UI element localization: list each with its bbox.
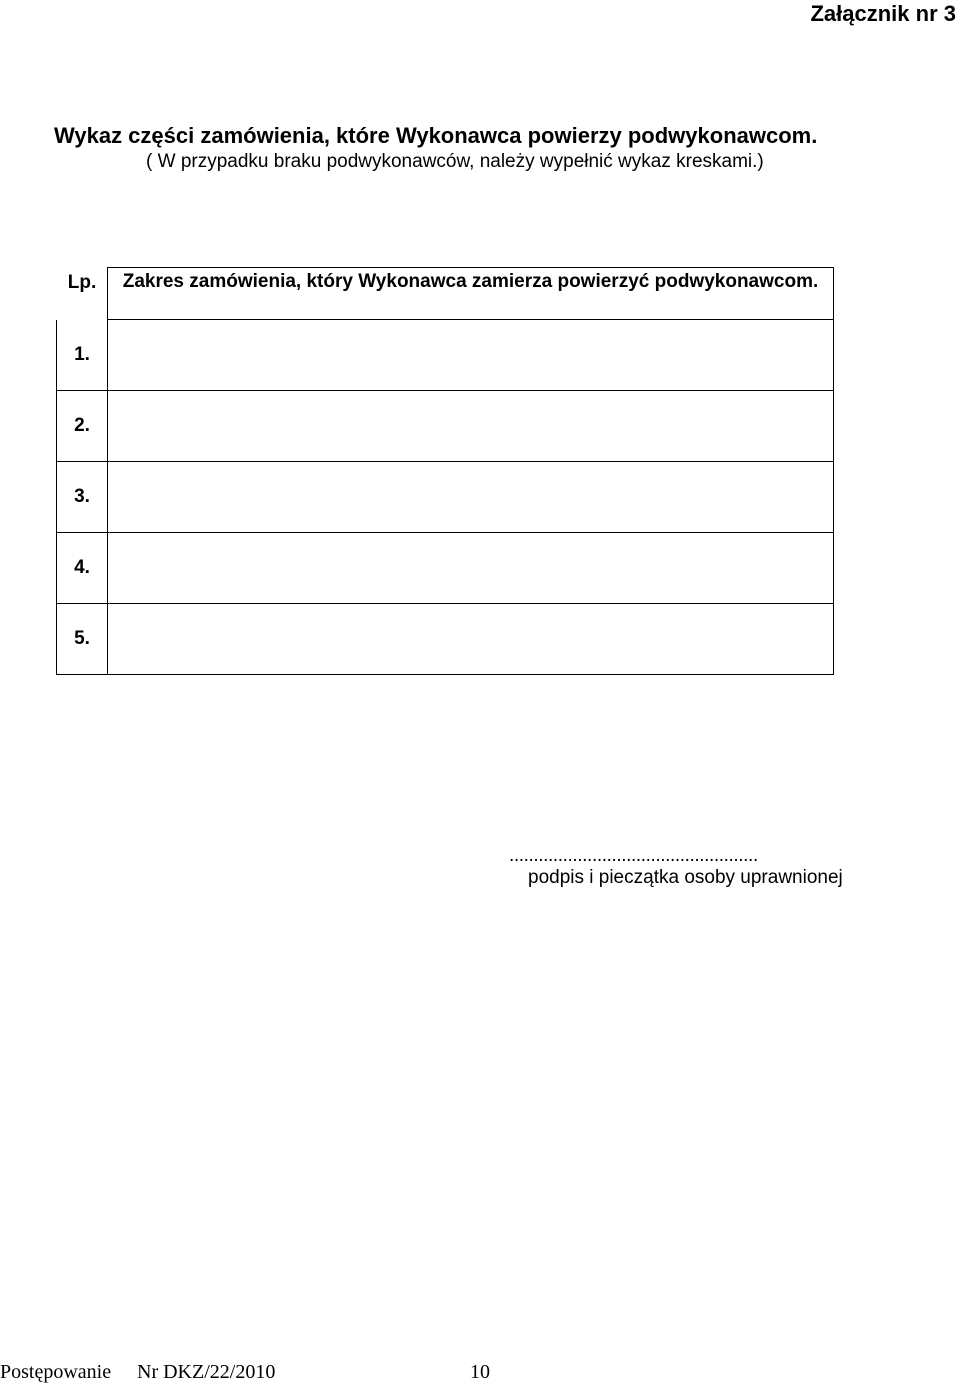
row-zakres-cell[interactable] (108, 320, 834, 391)
document-subtitle: ( W przypadku braku podwykonawców, należy wypełnić wykaz kreskami.) (146, 151, 764, 172)
row-zakres-cell[interactable] (108, 604, 834, 675)
annex-label: Załącznik nr 3 (810, 1, 956, 26)
document-title: Wykaz części zamówienia, które Wykonawca powierzy podwykonawcom. (54, 123, 818, 148)
row-zakres-cell[interactable] (108, 391, 834, 462)
footer-case-number: Nr DKZ/22/2010 (137, 1361, 276, 1383)
row-number: 3. (57, 462, 108, 533)
signature-line: ................................................... (509, 845, 758, 866)
row-zakres-cell[interactable] (108, 533, 834, 604)
signature-label: podpis i pieczątka osoby uprawnionej (528, 867, 843, 888)
row-number: 4. (57, 533, 108, 604)
row-zakres-cell[interactable] (108, 462, 834, 533)
footer-proceeding: Postępowanie (0, 1361, 112, 1383)
column-header-zakres: Zakres zamówienia, który Wykonawca zamierza powierzyć podwykonawcom. (108, 268, 834, 320)
table-row (57, 604, 834, 675)
table-row (57, 320, 834, 391)
subcontractor-table (56, 267, 834, 675)
table-row (57, 391, 834, 462)
table-row (57, 533, 834, 604)
footer-page-number: 10 (470, 1361, 490, 1383)
table-row (57, 462, 834, 533)
row-number: 5. (57, 604, 108, 675)
table-header-row (57, 268, 834, 320)
column-header-lp: Lp. (57, 268, 108, 320)
row-number: 2. (57, 391, 108, 462)
row-number: 1. (57, 320, 108, 391)
